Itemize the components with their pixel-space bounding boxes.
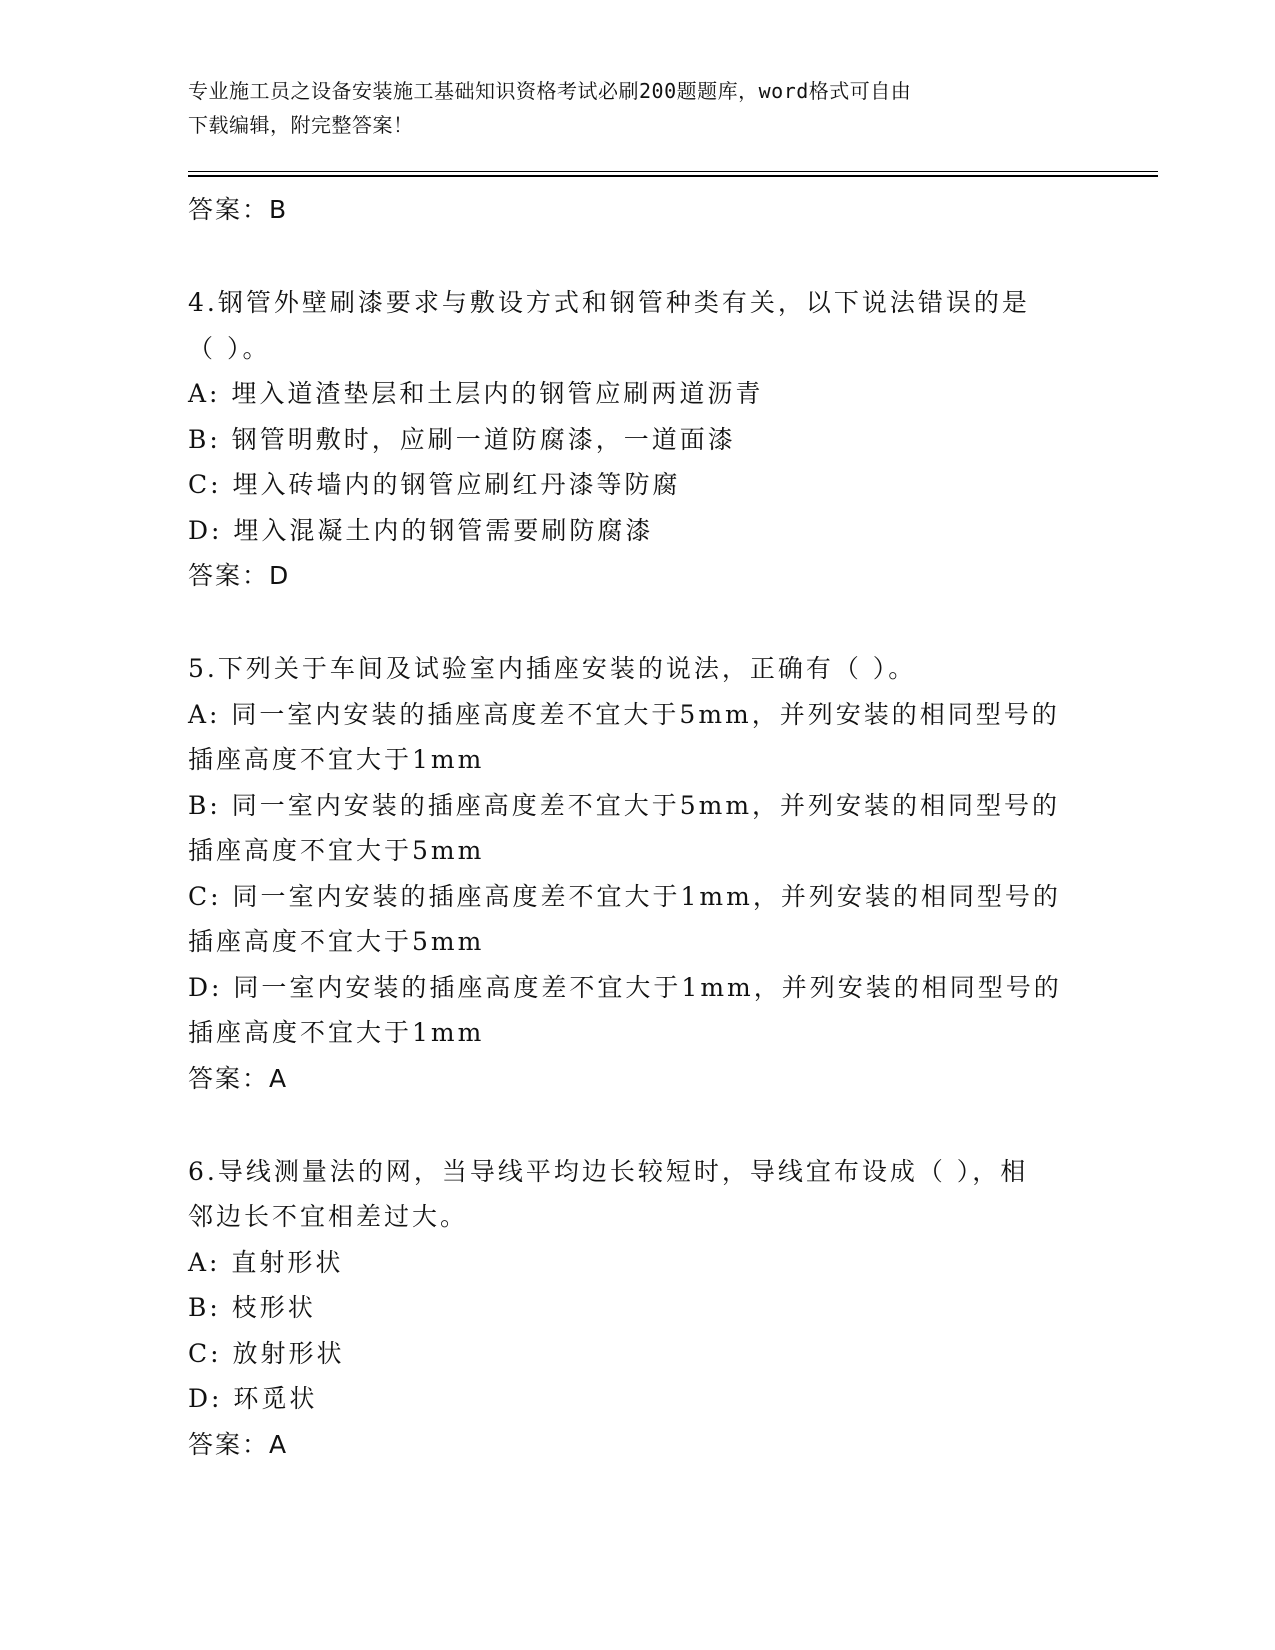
option-a: A: 埋入道渣垫层和土层内的钢管应刷两道沥青 bbox=[188, 379, 764, 408]
answer-line: 答案：B bbox=[188, 195, 289, 224]
option-b: B: 同一室内安装的插座高度差不宜大于5mm，并列安装的相同型号的 bbox=[188, 790, 1061, 820]
option-d: D: 埋入混凝土内的钢管需要刷防腐漆 bbox=[188, 515, 654, 545]
option-a-continued: 插座高度不宜大于1mm bbox=[188, 745, 485, 774]
option-b: B: 钢管明敷时，应刷一道防腐漆，一道面漆 bbox=[188, 424, 736, 454]
option-a: A: 同一室内安装的插座高度差不宜大于5mm，并列安装的相同型号的 bbox=[188, 699, 1060, 729]
question-block bbox=[188, 1149, 1068, 1467]
option-d: D: 环觅状 bbox=[188, 1384, 318, 1413]
question-list bbox=[188, 187, 1068, 1467]
answer-line: 答案：D bbox=[188, 561, 291, 590]
question-stem-line: （ ）。 bbox=[188, 333, 271, 363]
answer-line: 答案：A bbox=[188, 1429, 289, 1459]
header-divider-thin bbox=[188, 171, 1158, 172]
question-stem-line: 4.钢管外壁刷漆要求与敷设方式和钢管种类有关，以下说法错误的是 bbox=[188, 288, 1030, 317]
option-b-continued: 插座高度不宜大于5mm bbox=[188, 836, 485, 865]
option-c: C: 放射形状 bbox=[188, 1338, 345, 1368]
header-divider-thick bbox=[188, 175, 1158, 177]
option-b: B: 枝形状 bbox=[188, 1293, 316, 1322]
option-d-continued: 插座高度不宜大于1mm bbox=[188, 1018, 485, 1047]
document-header bbox=[188, 74, 1068, 142]
option-a: A: 直射形状 bbox=[188, 1247, 344, 1277]
header-line-1: 专业施工员之设备安装施工基础知识资格考试必刷200题题库，word格式可自由 bbox=[188, 79, 912, 103]
option-c: C: 同一室内安装的插座高度差不宜大于1mm，并列安装的相同型号的 bbox=[188, 881, 1061, 911]
option-c-continued: 插座高度不宜大于5mm bbox=[188, 927, 485, 956]
question-block bbox=[188, 646, 1068, 1101]
question-block bbox=[188, 280, 1068, 598]
option-c: C: 埋入砖墙内的钢管应刷红丹漆等防腐 bbox=[188, 470, 681, 499]
spacer bbox=[188, 1101, 1068, 1149]
header-line-2: 下载编辑，附完整答案！ bbox=[188, 113, 414, 137]
question-stem-line: 6.导线测量法的网，当导线平均边长较短时，导线宜布设成（ ），相 bbox=[188, 1156, 1029, 1186]
question-stem-line: 5.下列关于车间及试验室内插座安装的说法，正确有（ ）。 bbox=[188, 654, 917, 683]
option-d: D: 同一室内安装的插座高度差不宜大于1mm，并列安装的相同型号的 bbox=[188, 972, 1062, 1002]
spacer bbox=[188, 232, 1068, 280]
question-stem-line: 邻边长不宜相差过大。 bbox=[188, 1202, 469, 1231]
answer-line: 答案：A bbox=[188, 1063, 289, 1093]
spacer bbox=[188, 598, 1068, 646]
